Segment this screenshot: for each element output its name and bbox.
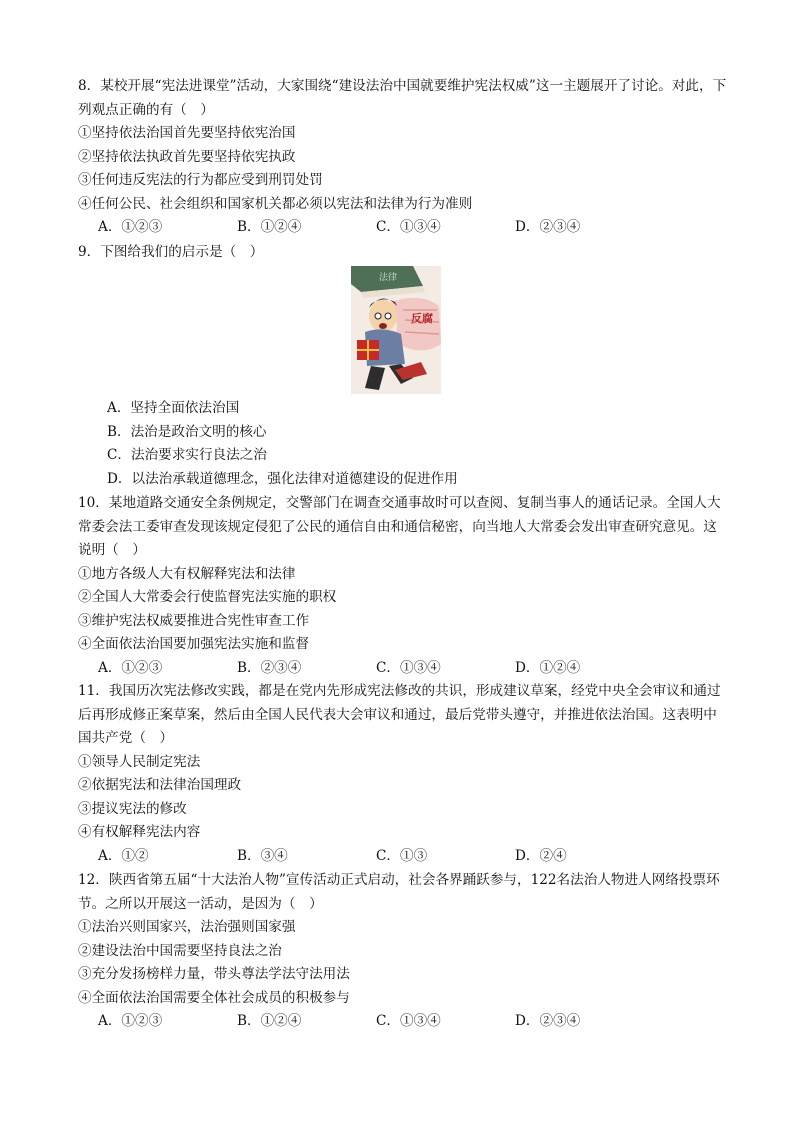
statement-item: ①领导人民制定宪法 (78, 753, 201, 770)
statement-item: ②坚持依法执政首先要坚持依宪执政 (78, 148, 296, 165)
question-10 (78, 492, 728, 680)
answer-choices (78, 216, 728, 240)
choice-a: A．①②③ (98, 1013, 163, 1029)
book-label: 法律 (379, 273, 398, 283)
choice-b: B．①②④ (237, 1013, 302, 1029)
statement-item: ②依据宪法和法律治国理政 (78, 777, 242, 793)
choice-a: A．①② (98, 847, 149, 864)
choice-b: B．③④ (237, 847, 288, 864)
choice-b: B．②③④ (237, 659, 302, 676)
choice-b: B．①②④ (237, 219, 302, 235)
question-stem: 8．某校开展“宪法进课堂”活动，大家围绕“建设法治中国就要维护宪法权威”这一主题展开了讨论。对此，下列观点正确的有（ ） (78, 78, 727, 118)
answer-choices (78, 1010, 728, 1034)
statement-item: ②全国人大常委会行使监督宪法实施的职权 (78, 589, 337, 605)
choice-d: D．②③④ (515, 1013, 581, 1029)
statement-item: ④任何公民、社会组织和国家机关都必须以宪法和法律为行为准则 (78, 195, 473, 212)
choice-d: D．②④ (515, 847, 567, 864)
statement-item: ③提议宪法的修改 (78, 800, 187, 817)
question-stem: 9．下图给我们的启示是（ ） (78, 244, 264, 260)
option-c: C．法治要求实行良法之治 (107, 447, 267, 463)
option-d: D．以法治承载道德理念，强化法律对道德建设的促进作用 (107, 470, 458, 487)
statement-item: ①法治兴则国家兴，法治强则国家强 (78, 919, 296, 935)
choice-c: C．①③ (376, 847, 428, 864)
option-b: B．法治是政治文明的核心 (107, 423, 267, 440)
choice-c: C．①③④ (376, 1013, 441, 1029)
question-stem: 11．我国历次宪法修改实践，都是在党内先形成宪法修改的共识，形成建议草案，经党中央全会审议和通过后再形成修正案草案，然后由全国人民代表大会审议和通过，最后党带头遵守，并推进依法治国。这表明中国共产党（ ） (78, 683, 721, 746)
statement-item: ③维护宪法权威要推进合宪性审查工作 (78, 612, 310, 629)
answer-choices (78, 657, 728, 681)
statement-item: ③充分发扬榜样力量，带头尊法学法守法用法 (78, 966, 350, 982)
statement-item: ②建设法治中国需要坚持良法之治 (78, 942, 282, 959)
choice-a: A．①②③ (98, 659, 163, 676)
statement-item: ④全面依法治国要加强宪法实施和监督 (78, 636, 310, 652)
question-stem: 10．某地道路交通安全条例规定，交警部门在调查交通事故时可以查阅、复制当事人的通话记录。全国人大常委会法工委审查发现该规定侵犯了公民的通信自由和通信秘密，向当地人大常委会发出审查研究意见。这说明（ ） (78, 495, 721, 558)
choice-a: A．①②③ (98, 219, 163, 235)
choice-c: C．①③④ (376, 659, 441, 676)
cartoon-illustration (351, 266, 441, 394)
hand-label: 反腐 (411, 312, 433, 325)
option-a: A．坚持全面依法治国 (107, 400, 240, 416)
answer-choices (78, 845, 728, 869)
statement-item: ③任何违反宪法的行为都应受到刑罚处罚 (78, 172, 323, 188)
statement-item: ①坚持依法治国首先要坚持依宪治国 (78, 125, 296, 141)
choice-d: D．②③④ (515, 219, 581, 235)
question-stem: 12．陕西省第五届“十大法治人物”宣传活动正式启动，社会各界踊跃参与，122名法治人物进人网络投票环节。之所以开展这一活动，是因为（ ） (78, 872, 720, 912)
cartoon-anti-corruption-image (351, 266, 441, 394)
question-12 (78, 869, 728, 1034)
question-8 (78, 75, 728, 240)
statement-item: ④全面依法治国需要全体社会成员的积极参与 (78, 989, 350, 1006)
question-11 (78, 680, 728, 868)
statement-item: ④有权解释宪法内容 (78, 824, 201, 840)
choice-c: C．①③④ (376, 219, 441, 235)
question-9-options (78, 397, 728, 491)
question-9 (78, 241, 728, 265)
statement-item: ①地方各级人大有权解释宪法和法律 (78, 565, 296, 582)
choice-d: D．①②④ (515, 659, 581, 676)
